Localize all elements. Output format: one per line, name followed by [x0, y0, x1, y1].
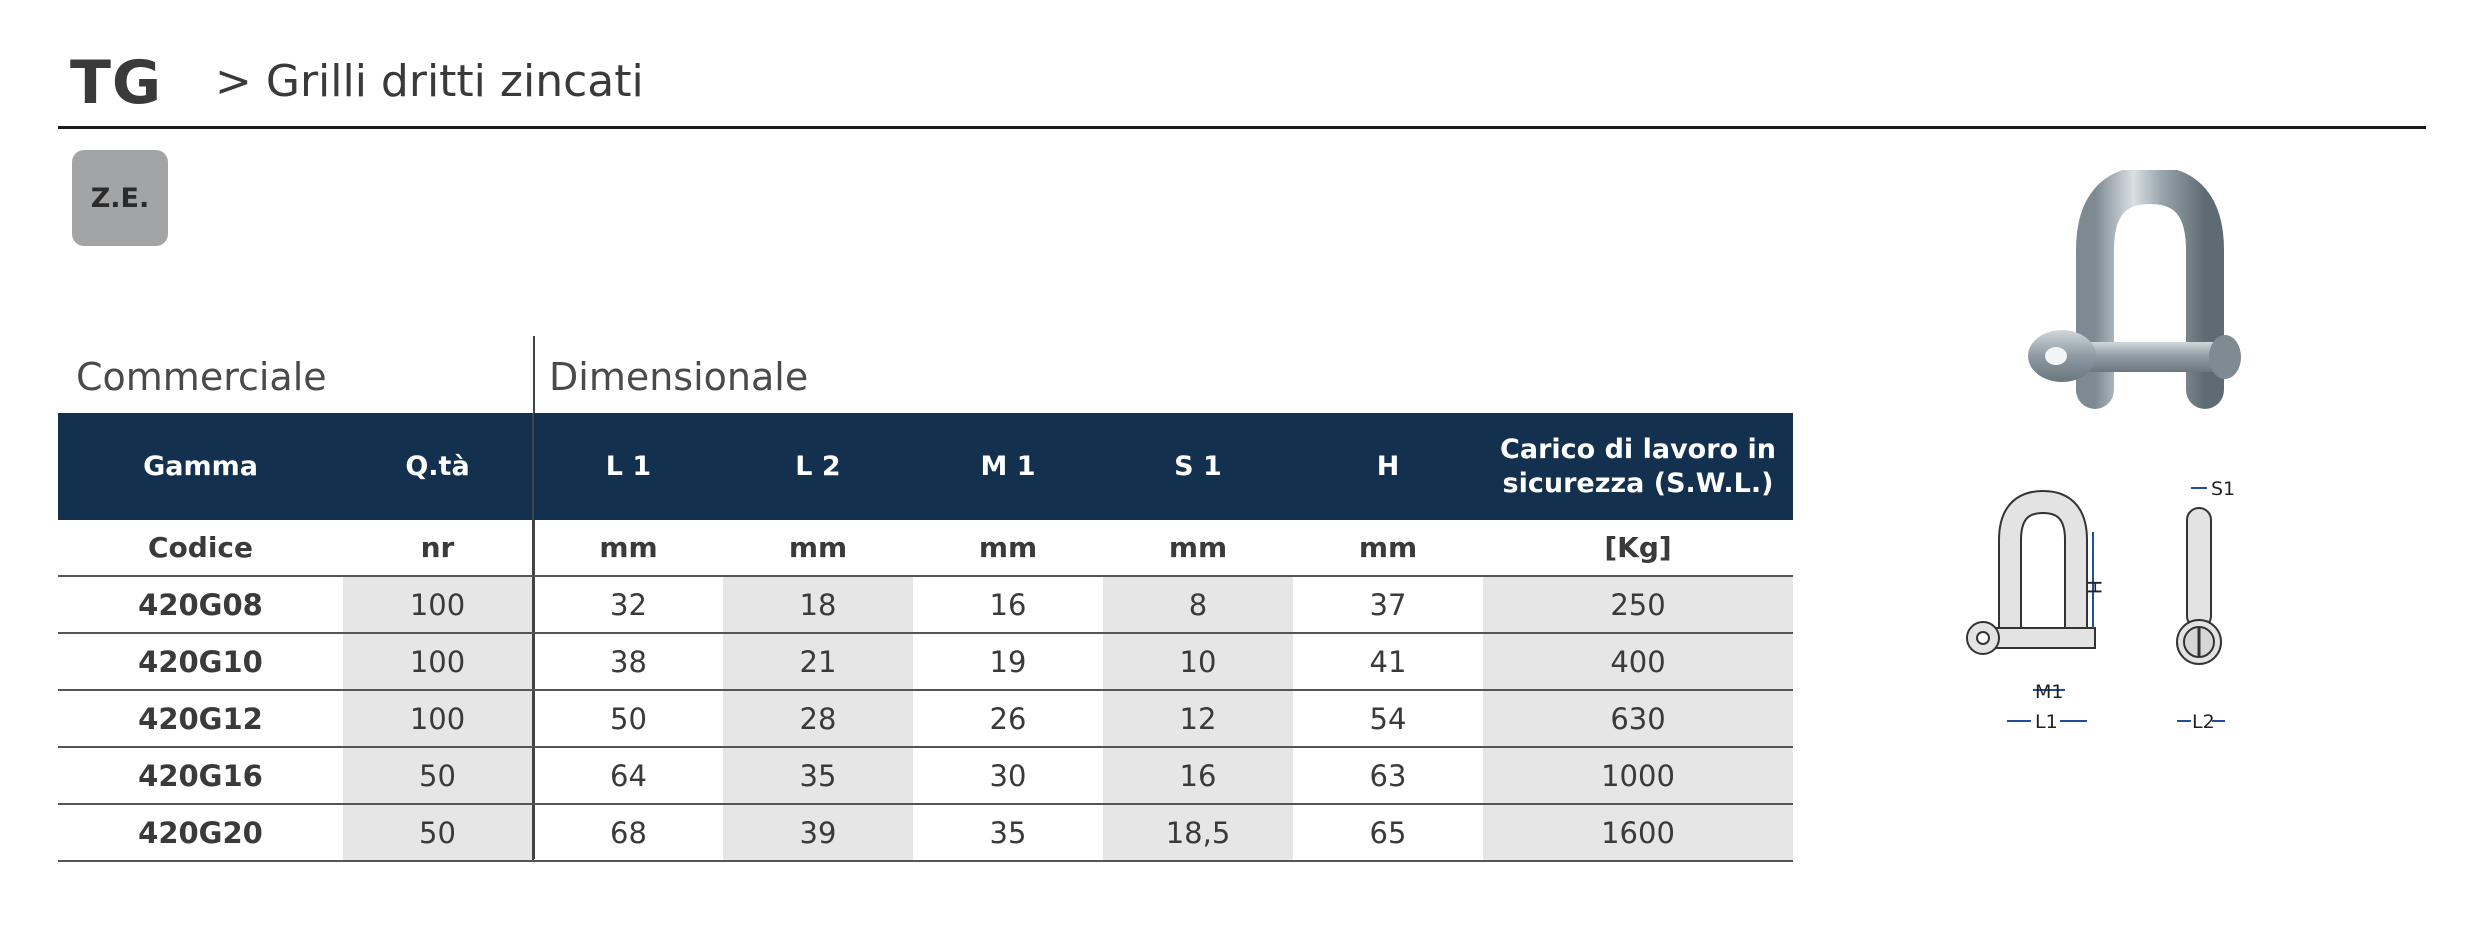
dim-s1-label: S1: [2211, 478, 2236, 500]
value-cell: 16: [1103, 747, 1293, 804]
value-cell: 21: [723, 633, 913, 690]
col-header: M 1: [913, 413, 1103, 520]
page-header: [0, 0, 2481, 130]
value-cell: 28: [723, 690, 913, 747]
value-cell: 37: [1293, 576, 1483, 633]
finish-badge: Z.E.: [72, 150, 168, 246]
value-cell: 39: [723, 804, 913, 861]
col-header: H: [1293, 413, 1483, 520]
dim-l1-label: L1: [2035, 711, 2058, 733]
col-header: L 2: [723, 413, 913, 520]
qty-cell: 100: [343, 576, 533, 633]
dim-h-label: H: [2083, 580, 2105, 595]
table-row: [58, 690, 1793, 747]
table-row: [58, 804, 1793, 861]
section-commercial: Commerciale: [76, 355, 327, 399]
value-cell: 35: [723, 747, 913, 804]
dimension-drawing: [1955, 470, 2275, 750]
value-cell: 35: [913, 804, 1103, 861]
col-header: S 1: [1103, 413, 1293, 520]
qty-cell: 100: [343, 690, 533, 747]
table-header-row: [58, 413, 1793, 520]
section-dimensional: Dimensionale: [549, 355, 809, 399]
table-row: [58, 576, 1793, 633]
product-table: [58, 413, 1793, 862]
col-header: Q.tà: [343, 413, 533, 520]
value-cell: 64: [533, 747, 723, 804]
qty-cell: 50: [343, 804, 533, 861]
value-cell: 54: [1293, 690, 1483, 747]
value-cell: 50: [533, 690, 723, 747]
header-rule: [58, 126, 2426, 129]
unit-cell: mm: [1103, 520, 1293, 576]
value-cell: 65: [1293, 804, 1483, 861]
qty-cell: 100: [343, 633, 533, 690]
unit-cell: mm: [533, 520, 723, 576]
unit-cell: Codice: [58, 520, 343, 576]
dim-m1-label: M1: [2035, 681, 2064, 703]
value-cell: 63: [1293, 747, 1483, 804]
unit-cell: mm: [723, 520, 913, 576]
swl-cell: 1000: [1483, 747, 1793, 804]
value-cell: 8: [1103, 576, 1293, 633]
swl-cell: 630: [1483, 690, 1793, 747]
col-header: Gamma: [58, 413, 343, 520]
qty-cell: 50: [343, 747, 533, 804]
table-row: [58, 633, 1793, 690]
col-header: L 1: [533, 413, 723, 520]
unit-cell: nr: [343, 520, 533, 576]
brand-code: TG: [70, 48, 163, 118]
code-cell: 420G20: [58, 804, 343, 861]
value-cell: 19: [913, 633, 1103, 690]
value-cell: 18: [723, 576, 913, 633]
value-cell: 26: [913, 690, 1103, 747]
unit-cell: mm: [1293, 520, 1483, 576]
code-cell: 420G10: [58, 633, 343, 690]
code-cell: 420G12: [58, 690, 343, 747]
unit-cell: [Kg]: [1483, 520, 1793, 576]
value-cell: 68: [533, 804, 723, 861]
swl-cell: 250: [1483, 576, 1793, 633]
swl-cell: 1600: [1483, 804, 1793, 861]
units-row: [58, 520, 1793, 576]
value-cell: 12: [1103, 690, 1293, 747]
value-cell: 41: [1293, 633, 1483, 690]
code-cell: 420G08: [58, 576, 343, 633]
value-cell: 18,5: [1103, 804, 1293, 861]
value-cell: 30: [913, 747, 1103, 804]
code-cell: 420G16: [58, 747, 343, 804]
page-title: > Grilli dritti zincati: [215, 56, 644, 107]
value-cell: 10: [1103, 633, 1293, 690]
swl-cell: 400: [1483, 633, 1793, 690]
dim-l2-label: L2: [2192, 711, 2215, 733]
value-cell: 16: [913, 576, 1103, 633]
table-row: [58, 747, 1793, 804]
shackle-photo: [2000, 170, 2265, 430]
value-cell: 38: [533, 633, 723, 690]
col-header: Carico di lavoro in sicurezza (S.W.L.): [1483, 413, 1793, 520]
value-cell: 32: [533, 576, 723, 633]
unit-cell: mm: [913, 520, 1103, 576]
